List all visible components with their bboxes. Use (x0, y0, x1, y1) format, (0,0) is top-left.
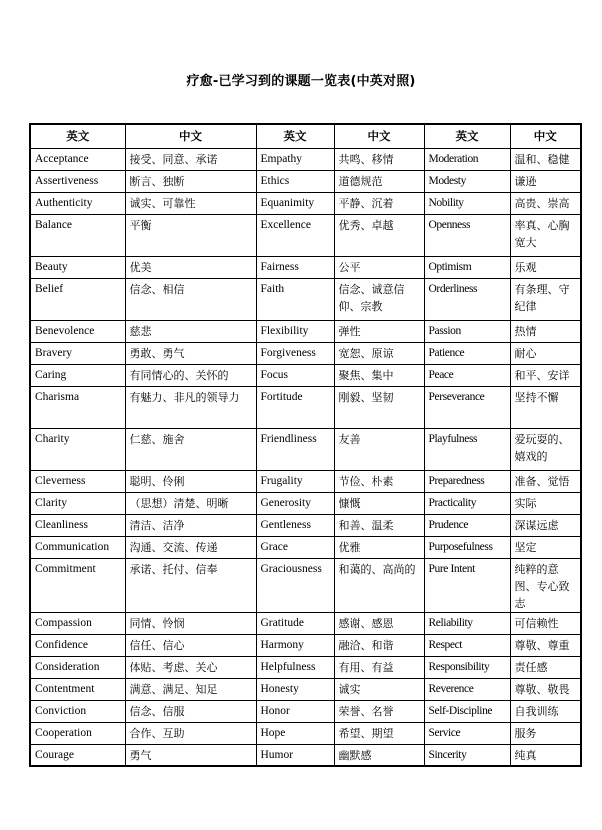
header-english-2: 英文 (256, 124, 334, 148)
table-row (30, 678, 581, 700)
chinese-term-cell: 勇敢、勇气 (125, 342, 256, 364)
table-row (30, 744, 581, 766)
table-row (30, 428, 581, 470)
english-term-cell: Honor (256, 700, 334, 722)
chinese-term-cell: 宽恕、原谅 (334, 342, 424, 364)
chinese-term-cell: 服务 (510, 722, 581, 744)
english-term-cell: Harmony (256, 634, 334, 656)
english-term-cell: Caring (30, 364, 125, 386)
chinese-term-cell: 弹性 (334, 320, 424, 342)
english-term-cell: Benevolence (30, 320, 125, 342)
chinese-term-cell: 清洁、洁净 (125, 514, 256, 536)
chinese-term-cell: 有用、有益 (334, 656, 424, 678)
english-term-cell: Service (424, 722, 510, 744)
header-english-1: 英文 (30, 124, 125, 148)
english-term-cell: Honesty (256, 678, 334, 700)
english-term-cell: Practicality (424, 492, 510, 514)
chinese-term-cell: 可信赖性 (510, 612, 581, 634)
chinese-term-cell: 和平、安详 (510, 364, 581, 386)
english-term-cell: Communication (30, 536, 125, 558)
chinese-term-cell: 承诺、托付、信奉 (125, 558, 256, 612)
chinese-term-cell: 平静、沉着 (334, 192, 424, 214)
english-term-cell: Empathy (256, 148, 334, 170)
table-row (30, 214, 581, 256)
english-term-cell: Forgiveness (256, 342, 334, 364)
table-row (30, 700, 581, 722)
english-term-cell: Humor (256, 744, 334, 766)
english-term-cell: Ethics (256, 170, 334, 192)
chinese-term-cell: （思想）清楚、明晰 (125, 492, 256, 514)
chinese-term-cell: 坚定 (510, 536, 581, 558)
table-row (30, 278, 581, 320)
english-term-cell: Compassion (30, 612, 125, 634)
chinese-term-cell: 友善 (334, 428, 424, 470)
table-row (30, 320, 581, 342)
table-body (30, 148, 581, 766)
english-term-cell: Bravery (30, 342, 125, 364)
table-row (30, 148, 581, 170)
english-term-cell: Confidence (30, 634, 125, 656)
chinese-term-cell: 道德规范 (334, 170, 424, 192)
english-term-cell: Nobility (424, 192, 510, 214)
chinese-term-cell: 耐心 (510, 342, 581, 364)
english-term-cell: Perseverance (424, 386, 510, 428)
table-row (30, 256, 581, 278)
chinese-term-cell: 公平 (334, 256, 424, 278)
chinese-term-cell: 自我训练 (510, 700, 581, 722)
chinese-term-cell: 有条理、守纪律 (510, 278, 581, 320)
english-term-cell: Purposefulness (424, 536, 510, 558)
english-term-cell: Cleanliness (30, 514, 125, 536)
english-term-cell: Grace (256, 536, 334, 558)
chinese-term-cell: 幽默感 (334, 744, 424, 766)
chinese-term-cell: 断言、独断 (125, 170, 256, 192)
table-row (30, 634, 581, 656)
chinese-term-cell: 优美 (125, 256, 256, 278)
chinese-term-cell: 和善、温柔 (334, 514, 424, 536)
table-row (30, 722, 581, 744)
english-term-cell: Orderliness (424, 278, 510, 320)
english-term-cell: Acceptance (30, 148, 125, 170)
english-term-cell: Consideration (30, 656, 125, 678)
chinese-term-cell: 热情 (510, 320, 581, 342)
english-term-cell: Focus (256, 364, 334, 386)
english-term-cell: Playfulness (424, 428, 510, 470)
header-chinese-2: 中文 (334, 124, 424, 148)
chinese-term-cell: 诚实 (334, 678, 424, 700)
table-row (30, 386, 581, 428)
page-title: 疗愈-已学习到的课题一览表(中英对照) (186, 74, 416, 89)
chinese-term-cell: 信念、信服 (125, 700, 256, 722)
chinese-term-cell: 有魅力、非凡的领导力 (125, 386, 256, 428)
chinese-term-cell: 慷慨 (334, 492, 424, 514)
chinese-term-cell: 纯粹的意图、专心致志 (510, 558, 581, 612)
chinese-term-cell: 感谢、感恩 (334, 612, 424, 634)
chinese-term-cell: 优雅 (334, 536, 424, 558)
english-term-cell: Cooperation (30, 722, 125, 744)
english-term-cell: Generosity (256, 492, 334, 514)
english-term-cell: Equanimity (256, 192, 334, 214)
chinese-term-cell: 平衡 (125, 214, 256, 256)
chinese-term-cell: 和蔼的、高尚的 (334, 558, 424, 612)
english-term-cell: Preparedness (424, 470, 510, 492)
english-term-cell: Patience (424, 342, 510, 364)
chinese-term-cell: 尊敬、敬畏 (510, 678, 581, 700)
table-row (30, 470, 581, 492)
english-term-cell: Peace (424, 364, 510, 386)
chinese-term-cell: 爱玩耍的、嬉戏的 (510, 428, 581, 470)
chinese-term-cell: 优秀、卓越 (334, 214, 424, 256)
chinese-term-cell: 乐观 (510, 256, 581, 278)
english-term-cell: Authenticity (30, 192, 125, 214)
chinese-term-cell: 希望、期望 (334, 722, 424, 744)
english-term-cell: Pure Intent (424, 558, 510, 612)
english-term-cell: Sincerity (424, 744, 510, 766)
table-row (30, 364, 581, 386)
chinese-term-cell: 同情、怜悯 (125, 612, 256, 634)
chinese-term-cell: 诚实、可靠性 (125, 192, 256, 214)
header-chinese-3: 中文 (510, 124, 581, 148)
english-term-cell: Contentment (30, 678, 125, 700)
chinese-term-cell: 聚焦、集中 (334, 364, 424, 386)
english-term-cell: Fortitude (256, 386, 334, 428)
english-term-cell: Prudence (424, 514, 510, 536)
table-row (30, 558, 581, 612)
english-term-cell: Moderation (424, 148, 510, 170)
chinese-term-cell: 高贵、崇高 (510, 192, 581, 214)
english-term-cell: Clarity (30, 492, 125, 514)
english-term-cell: Conviction (30, 700, 125, 722)
chinese-term-cell: 合作、互助 (125, 722, 256, 744)
english-term-cell: Frugality (256, 470, 334, 492)
chinese-term-cell: 荣誉、名誉 (334, 700, 424, 722)
chinese-term-cell: 有同情心的、关怀的 (125, 364, 256, 386)
english-term-cell: Optimism (424, 256, 510, 278)
table-row (30, 656, 581, 678)
chinese-term-cell: 纯真 (510, 744, 581, 766)
chinese-term-cell: 责任感 (510, 656, 581, 678)
header-english-3: 英文 (424, 124, 510, 148)
header-row (30, 124, 581, 148)
chinese-term-cell: 满意、满足、知足 (125, 678, 256, 700)
chinese-term-cell: 融洽、和谐 (334, 634, 424, 656)
chinese-term-cell: 尊敬、尊重 (510, 634, 581, 656)
chinese-term-cell: 节俭、朴素 (334, 470, 424, 492)
chinese-term-cell: 实际 (510, 492, 581, 514)
english-term-cell: Friendliness (256, 428, 334, 470)
english-term-cell: Reliability (424, 612, 510, 634)
chinese-term-cell: 坚持不懈 (510, 386, 581, 428)
english-term-cell: Passion (424, 320, 510, 342)
chinese-term-cell: 接受、同意、承诺 (125, 148, 256, 170)
chinese-term-cell: 体贴、考虑、关心 (125, 656, 256, 678)
table-row (30, 514, 581, 536)
english-term-cell: Flexibility (256, 320, 334, 342)
english-term-cell: Excellence (256, 214, 334, 256)
english-term-cell: Gentleness (256, 514, 334, 536)
english-term-cell: Fairness (256, 256, 334, 278)
chinese-term-cell: 谦逊 (510, 170, 581, 192)
chinese-term-cell: 信任、信心 (125, 634, 256, 656)
chinese-term-cell: 温和、稳健 (510, 148, 581, 170)
table-row (30, 342, 581, 364)
chinese-term-cell: 准备、觉悟 (510, 470, 581, 492)
chinese-term-cell: 率真、心胸宽大 (510, 214, 581, 256)
english-term-cell: Self-Discipline (424, 700, 510, 722)
table-row (30, 192, 581, 214)
chinese-term-cell: 沟通、交流、传递 (125, 536, 256, 558)
chinese-term-cell: 勇气 (125, 744, 256, 766)
english-term-cell: Charity (30, 428, 125, 470)
english-term-cell: Modesty (424, 170, 510, 192)
english-term-cell: Responsibility (424, 656, 510, 678)
english-term-cell: Cleverness (30, 470, 125, 492)
header-chinese-1: 中文 (125, 124, 256, 148)
english-term-cell: Assertiveness (30, 170, 125, 192)
table-row (30, 492, 581, 514)
chinese-term-cell: 仁慈、施舍 (125, 428, 256, 470)
english-term-cell: Faith (256, 278, 334, 320)
chinese-term-cell: 深谋远虑 (510, 514, 581, 536)
english-term-cell: Graciousness (256, 558, 334, 612)
table-row (30, 612, 581, 634)
english-term-cell: Gratitude (256, 612, 334, 634)
english-term-cell: Beauty (30, 256, 125, 278)
table-row (30, 536, 581, 558)
chinese-term-cell: 慈悲 (125, 320, 256, 342)
english-term-cell: Hope (256, 722, 334, 744)
table-row (30, 170, 581, 192)
english-term-cell: Openness (424, 214, 510, 256)
chinese-term-cell: 信念、相信 (125, 278, 256, 320)
chinese-term-cell: 刚毅、坚韧 (334, 386, 424, 428)
english-term-cell: Courage (30, 744, 125, 766)
english-term-cell: Charisma (30, 386, 125, 428)
english-term-cell: Helpfulness (256, 656, 334, 678)
english-term-cell: Reverence (424, 678, 510, 700)
english-term-cell: Balance (30, 214, 125, 256)
english-term-cell: Belief (30, 278, 125, 320)
english-term-cell: Respect (424, 634, 510, 656)
english-term-cell: Commitment (30, 558, 125, 612)
values-table (29, 123, 582, 767)
chinese-term-cell: 信念、诚意信仰、宗教 (334, 278, 424, 320)
chinese-term-cell: 聪明、伶俐 (125, 470, 256, 492)
chinese-term-cell: 共鸣、移情 (334, 148, 424, 170)
